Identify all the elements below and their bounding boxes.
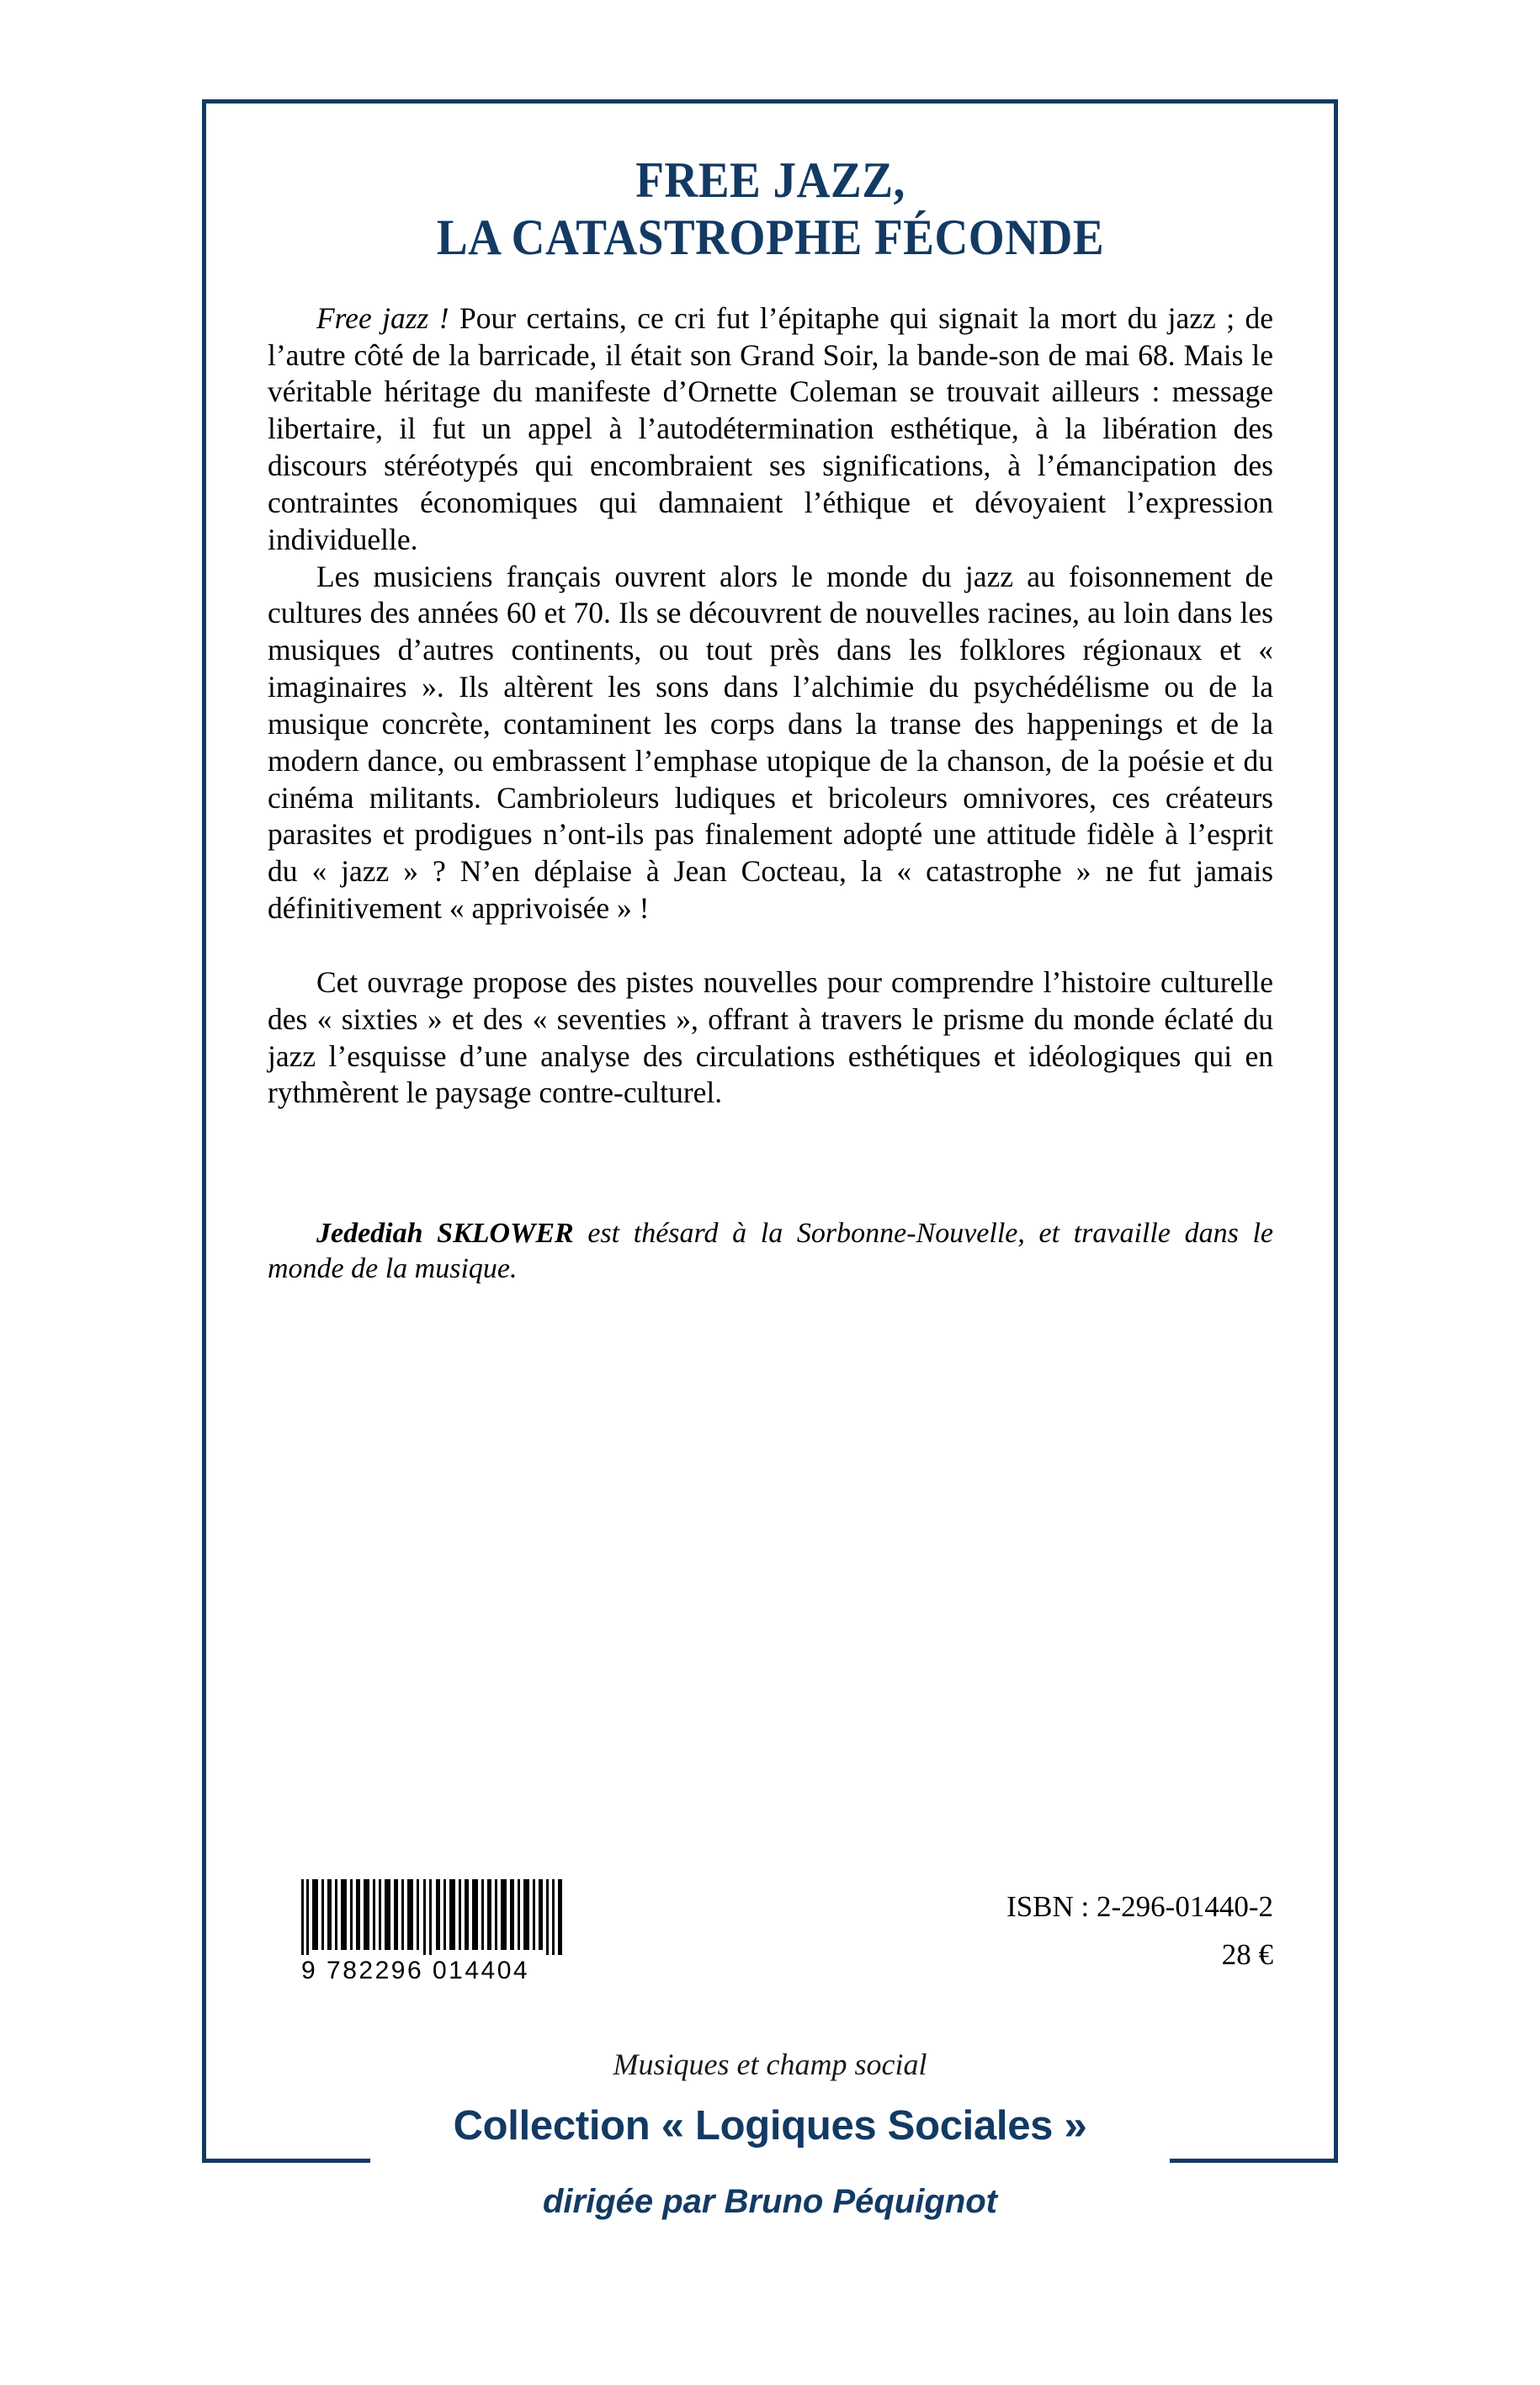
- author-biography-text: est thésard à la Sorbonne-Nouvelle, et travaille dans le monde de la musique.: [268, 1218, 1273, 1285]
- barcode-icon: [301, 1879, 569, 1955]
- collection-title: Collection « Logiques Sociales »: [453, 2103, 1087, 2149]
- cover-content: [268, 151, 1273, 1315]
- isbn-value: ISBN : 2-296-01440-2: [1006, 1890, 1273, 1923]
- isbn-block: [1006, 1886, 1273, 1977]
- title-line-1: FREE JAZZ,: [635, 152, 905, 208]
- commerce-row: [268, 1879, 1273, 2005]
- blurb-paragraph-3: Cet ouvrage propose des pistes nouvelles pour comprendre l’histoire culturelle des « sixties » et des « seventies », offrant à travers le prisme du monde éclaté du jazz l’esquisse d’une analyse des circulations esthétiques et idéologiques qui en rythmèrent le paysage contre-culturel.: [268, 964, 1273, 1110]
- barcode: [301, 1879, 579, 1985]
- price-value: 28 €: [1221, 1937, 1273, 1971]
- barcode-digits: 9 782296 014404: [301, 1957, 530, 1984]
- blurb-paragraph-1: [268, 300, 1273, 559]
- frame-border-top: [202, 99, 1338, 104]
- frame-border-left: [202, 99, 206, 2163]
- series-label: Musiques et champ social: [613, 2048, 927, 2081]
- blurb-paragraph-1-text: Pour certains, ce cri fut l’épitaphe qui signait la mort du jazz ; de l’autre côté de la barricade, il était son Grand Soir, la bande-son de mai 68. Mais le véritable héritage du manifeste d’Ornette Coleman se trouvait ailleurs : message libertaire, il fut un appel à l’autodétermination esthétique, à la libération des discours stéréotypés qui encombraient ses significations, à l’émancipation des contraintes économiques qui damnaient l’éthique et dévoyaient l’expression individuelle.: [268, 300, 1273, 556]
- frame-border-bottom-left: [202, 2159, 370, 2163]
- collection-director: dirigée par Bruno Péquignot: [542, 2183, 998, 2220]
- author-biography: [268, 1216, 1273, 1287]
- blurb-paragraph-2: Les musiciens français ouvrent alors le monde du jazz au foisonnement de cultures des années 60 et 70. Ils se découvrent de nouvelles racines, au loin dans les musiques d’autres continents, ou tout près dans les folklores régionaux et « imaginaires ». Ils altèrent les sons dans l’alchimie du psychédélisme ou de la musique concrète, contaminent les corps dans la transe des happenings et de la modern dance, ou embrassent l’emphase utopique de la chanson, de la poésie et du cinéma militants. Cambrioleurs ludiques et bricoleurs omnivores, ces créateurs parasites et prodigues n’ont-ils pas finalement adopté une attitude fidèle à l’esprit du « jazz » ? N’en déplaise à Jean Cocteau, la « catastrophe » ne fut jamais définitivement « apprivoisée » !: [268, 559, 1273, 926]
- author-name: Jedediah SKLOWER: [316, 1218, 574, 1250]
- frame-border-bottom-right: [1170, 2159, 1338, 2163]
- page-title: [268, 151, 1273, 267]
- title-line-2: LA CATASTROPHE FÉCONDE: [436, 210, 1105, 266]
- blurb-lead-italic: Free jazz !: [316, 300, 449, 335]
- frame-border-right: [1334, 99, 1338, 2163]
